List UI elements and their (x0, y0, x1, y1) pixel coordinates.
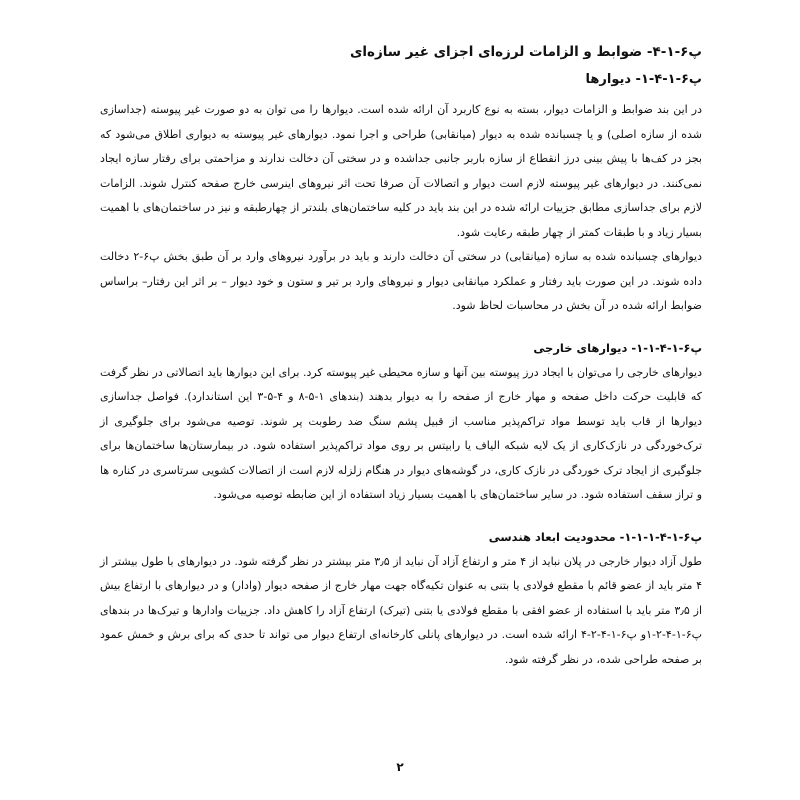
geometry-limits-heading: پ۶-۱-۴-۱-۱-۱- محدودیت ابعاد هندسی (488, 529, 702, 544)
geometry-limits-paragraph: طول آزاد دیوار خارجی در پلان نباید از ۴ متر و ارتفاع آزاد آن نباید از ۳٫۵ متر بیشتر در نظر گرفته شود. در دیوارهای با طول بیشتر از ۴ متر باید از عضو قائم با مقطع فولادی یا بتنی به عنوان تکیه‌گاه جهت مهار خارج از صفحه دیوار (وادار) و در دیوارهای با ارتفاع بیش از ۳٫۵ متر باید با استفاده از عضو افقی با مقطع فولادی یا بتنی (تیرک) ارتفاع آزاد را کاهش داد. جزییات وادارها و تیرک‌ها در بندهای پ۶-۱-۴-۲-۱و پ۶-۱-۴-۲-۴ ارائه شده است. در دیوارهای پانلی کارخانه‌ای ارتفاع دیوار می تواند تا حدی که برای برش و خمش عمود بر صفحه طراحی شده، در نظر گرفته شود. (100, 554, 703, 666)
walls-intro-paragraph: در این بند ضوابط و الزامات دیوار، بسته به نوع کاربرد آن ارائه شده است. دیوارها را می توان به دو صورت غیر پیوسته (جداسازی شده از سازه اصلی) و یا چسبانده شده به دیوار (میانقابی) طراحی و اجرا نمود. دیوارهای غیر پیوسته به دیواری اطلاق می‌شود که بجز در کف‌ها با پیش بینی درز انقطاع از سازه باربر جانبی جداشده و در سختی آن دخالت ندارند و مزاحمتی برای رفتار سازه ایجاد نمی‌کنند. در دیوارهای غیر پیوسته لازم است دیوار و اتصالات آن صرفا تحت اثر نیروهای اینرسی خارج صفحه کنترل شوند. الزامات لازم برای جداسازی مطابق جزییات ارائه شده در این بند باید در کلیه ساختمان‌های بلندتر از چهارطبقه و نیز در ساختمان‌های با اهمیت بسیار زیاد و با طبقات کمتر از چهار طبقه رعایت شود. (100, 103, 702, 239)
infill-walls-paragraph: دیوارهای چسبانده شده به سازه (میانقابی) در سختی آن دخالت دارند و باید در برآورد نیروهای وارد بر آن طبق بخش پ۶-۲ دخالت داده شوند. در این صورت باید رفتار و عملکرد میانقابی دیوار و نیروهای وارد بر تیر و ستون و خود دیوار – بر اثر این رفتار– براساس ضوابط ارائه شده در آن بخش در محاسبات لحاظ شود. (100, 250, 703, 312)
page-number: ۲ (396, 760, 404, 774)
exterior-walls-paragraph: دیوارهای خارجی را می‌توان با ایجاد درز پیوسته بین آنها و سازه محیطی غیر پیوسته کرد. برای این دیوارها باید اتصالاتی در نظر گرفت که قابلیت حرکت داخل صفحه و مهار خارج از صفحه را به دیوار بدهند (بندهای ۱-۵-۸ و ۴-۵-۳ این استاندارد). فواصل جداسازی دیوارها از قاب باید توسط مواد تراکم‌پذیر مناسب از قبیل پشم سنگ ضد رطوبت پر شوند. توصیه می‌شود برای جلوگیری از ترک‌خوردگی در نازک‌کاری از یک لایه شبکه الیاف یا رابیتس بر روی مواد تراکم‌پذیر استفاده شود. در بیمارستان‌ها ساختمان‌ها برای جلوگیری از ایجاد ترک خوردگی در نازک کاری، در گوشه‌های دیوار در هنگام زلزله لازم است از اتصالات کشویی سرتاسری در کناره ها و تراز سقف استفاده شود. در سایر ساختمان‌های با اهمیت بسیار زیاد استفاده از این ضابطه توصیه می‌شود. (100, 365, 702, 501)
section-spacer (100, 508, 702, 528)
exterior-walls-heading: پ۶-۱-۴-۱-۱- دیوارهای خارجی (533, 340, 702, 355)
document-body (100, 42, 702, 672)
walls-section-heading: پ۶-۱-۴-۱- دیوارها (585, 72, 702, 87)
section-spacer (100, 319, 702, 339)
main-section-heading: پ۶-۱-۴- ضوابط و الزامات لرزه‌ای اجزای غیر سازه‌ای (350, 44, 702, 60)
